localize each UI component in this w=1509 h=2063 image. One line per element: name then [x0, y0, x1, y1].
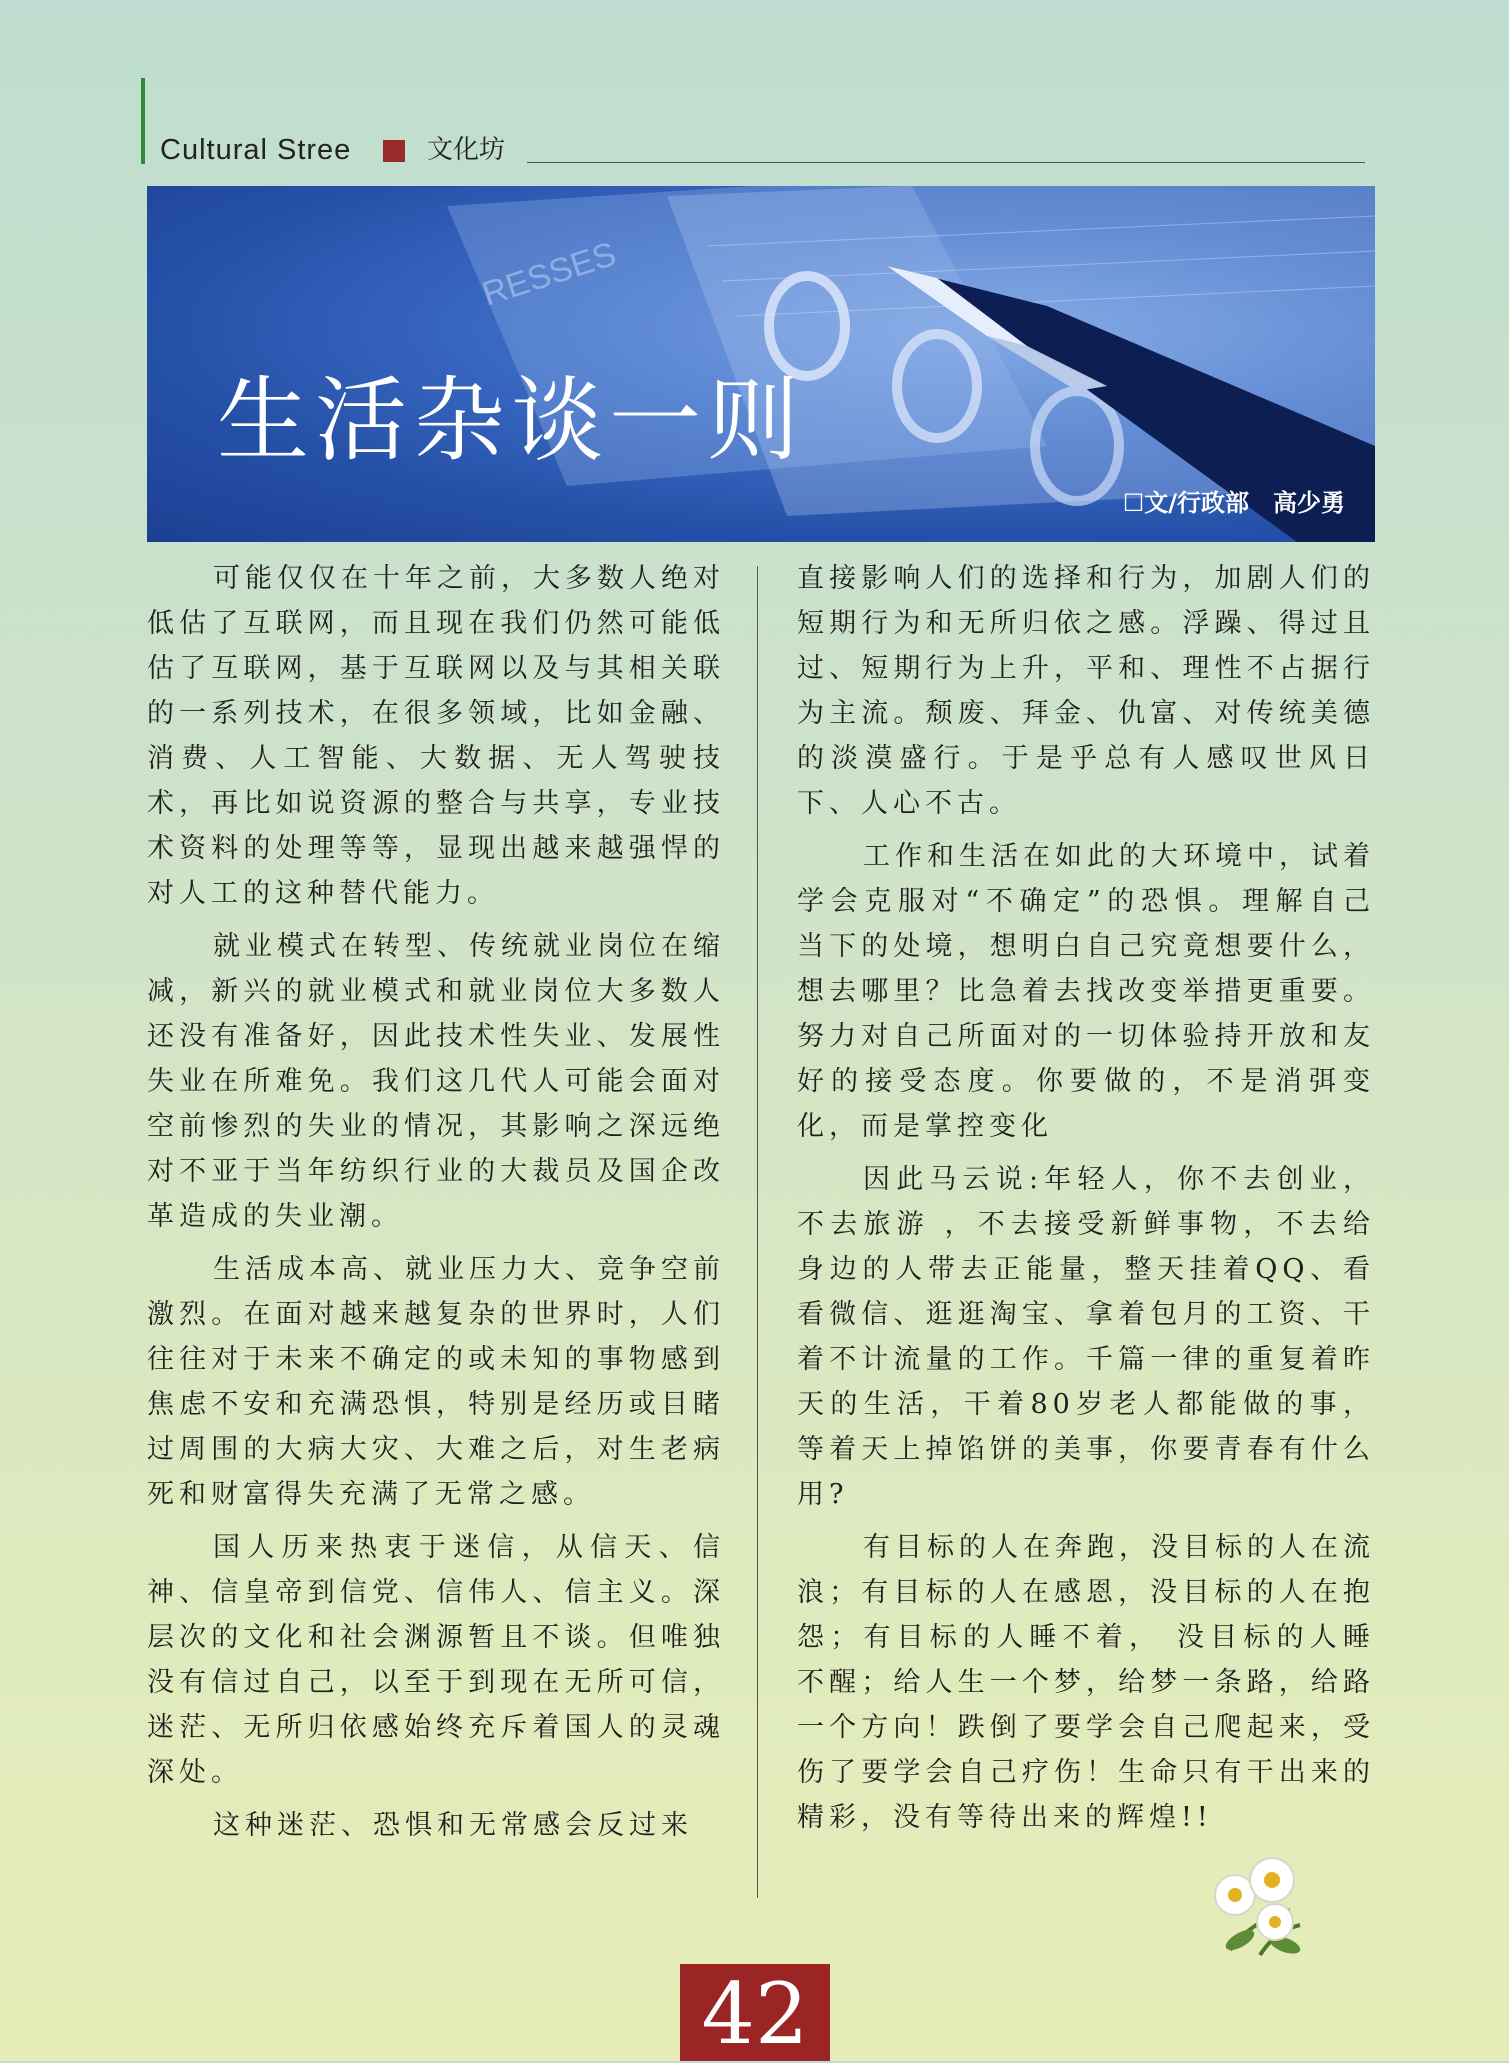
paragraph: 生活成本高、就业压力大、竞争空前激烈。在面对越来越复杂的世界时，人们往往对于未来不确定的或未知的事物感到焦虑不安和充满恐惧，特别是经历或目睹过周围的大病大灾、大难之后，对生老病死和财富得失充满了无常之感。: [147, 1254, 725, 1510]
paragraph: 这种迷茫、恐惧和无常感会反过来: [213, 1810, 693, 1841]
page-number-box: [680, 1964, 830, 2061]
svg-text:RESSES: RESSES: [477, 234, 621, 314]
paragraph: 因此马云说:年轻人，你不去创业，不去旅游 ，不去接受新鲜事物，不去给身边的人带去正能量，整天挂着QQ、看看微信、逛逛淘宝、拿着包月的工资、干着不计流量的工作。千篇一律的重复着昨天的生活，干着80岁老人都能做的事，等着天上掉馅饼的美事，你要青春有什么用?: [797, 1164, 1375, 1510]
paragraph: 可能仅仅在十年之前，大多数人绝对低估了互联网，而且现在我们仍然可能低估了互联网，基于互联网以及与其相关联的一系列技术，在很多领域，比如金融、消费、人工智能、大数据、无人驾驶技术，再比如说资源的整合与共享，专业技术资料的处理等等，显现出越来越强悍的对人工的这种替代能力。: [147, 563, 725, 909]
article-byline: ☐文/行政部 高少勇: [1122, 489, 1345, 517]
column-divider: [757, 566, 758, 1898]
paragraph: 就业模式在转型、传统就业岗位在缩减，新兴的就业模式和就业岗位大多数人还没有准备好，因此技术性失业、发展性失业在所难免。我们这几代人可能会面对空前惨烈的失业的情况，其影响之深远绝对不亚于当年纺织行业的大裁员及国企改革造成的失业潮。: [147, 931, 725, 1232]
article-title: 生活杂谈一则: [217, 367, 806, 474]
paragraph-continued: 直接影响人们的选择和行为，加剧人们的短期行为和无所归依之感。浮躁、得过且过、短期行为上升，平和、理性不占据行为主流。颓废、拜金、仇富、对传统美德的淡漠盛行。于是乎总有人感叹世风日下、人心不古。: [797, 563, 1375, 819]
paragraph: 工作和生活在如此的大环境中，试着学会克服对“不确定”的恐惧。理解自己当下的处境，想明白自己究竟想要什么，想去哪里？比急着去找改变举措更重要。努力对自己所面对的一切体验持开放和友好的接受态度。你要做的，不是消弭变化，而是掌控变化: [797, 841, 1375, 1142]
section-name-cn: 文化坊: [427, 135, 506, 165]
daisy-flower-icon: [1200, 1850, 1330, 1960]
paragraph: 有目标的人在奔跑，没目标的人在流浪；有目标的人在感恩，没目标的人在抱怨；有目标的人睡不着， 没目标的人睡不醒；给人生一个梦，给梦一条路，给路一个方向！跌倒了要学会自己爬起来，受伤了要学会自己疗伤！生命只有干出来的精彩，没有等待出来的辉煌!!: [797, 1532, 1375, 1833]
article-column-right: [797, 556, 1375, 1848]
header-accent-bar: [141, 78, 145, 164]
section-square-marker: [383, 140, 405, 162]
paragraph: 国人历来热衷于迷信，从信天、信神、信皇帝到信党、信伟人、信主义。深层次的文化和社会渊源暂且不谈。但唯独没有信过自己，以至于到现在无所可信，迷茫、无所归依感始终充斥着国人的灵魂深处。: [147, 1532, 725, 1788]
article-banner: [147, 186, 1375, 542]
header-rule: [527, 162, 1365, 163]
article-column-left: [147, 556, 725, 1856]
section-name-en: Cultural Stree: [160, 134, 352, 166]
page-number: 42: [701, 1965, 809, 2063]
